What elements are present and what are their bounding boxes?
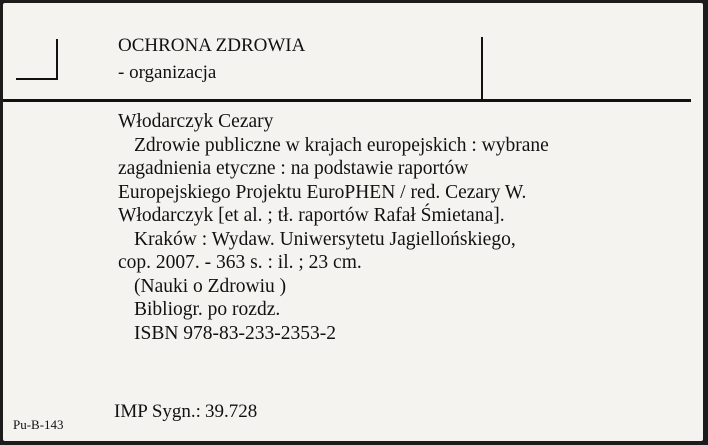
title-line: Włodarczyk [et al. ; tł. raportów Rafał Śmietana].	[118, 205, 505, 226]
call-number	[114, 401, 257, 423]
catalog-id: Pu-B-143	[13, 417, 64, 432]
header-vertical-rule	[481, 37, 483, 101]
author-line: Włodarczyk Cezary	[118, 111, 274, 132]
isbn-line: ISBN 978-83-233-2353-2	[134, 322, 337, 344]
catalog-card	[3, 3, 703, 441]
header-horizontal-rule	[3, 99, 691, 102]
call-number-value: 39.728	[204, 401, 258, 422]
imprint-line: Kraków : Wydaw. Uniwersytetu Jagiellońskiego,	[134, 228, 516, 250]
title-line: Zdrowie publiczne w krajach europejskich : wybrane	[134, 134, 549, 156]
bibliographic-entry	[118, 110, 688, 345]
call-number-label: IMP Sygn.:	[114, 401, 201, 422]
subject-heading: OCHRONA ZDROWIA	[118, 35, 306, 56]
corner-bracket-mark	[16, 39, 58, 80]
series-line: (Nauki o Zdrowiu )	[134, 275, 287, 297]
notes-line: Bibliogr. po rozdz.	[134, 299, 281, 320]
title-line: zagadnienia etyczne : na podstawie raportów	[118, 158, 469, 179]
subject-subheading: - organizacja	[118, 62, 217, 83]
title-line: Europejskiego Projektu EuroPHEN / red. Cezary W.	[118, 181, 527, 203]
imprint-line: cop. 2007. - 363 s. : il. ; 23 cm.	[118, 252, 362, 273]
